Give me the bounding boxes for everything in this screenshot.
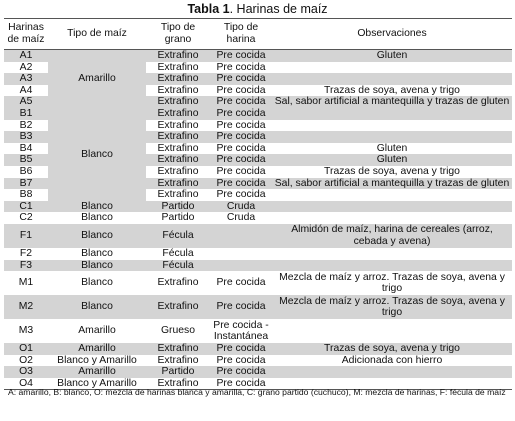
cell-harina-id: B2	[19, 119, 33, 131]
cell-tipo-harina: Pre cocida	[216, 84, 266, 96]
cell-observaciones: Almidón de maíz, harina de cereales (arroz, cebada y avena)	[272, 224, 512, 248]
cell-observaciones	[272, 366, 512, 378]
cell-harina-id: F2	[19, 247, 33, 259]
cell-tipo-grano: Partido	[146, 366, 210, 378]
cell-harina-id: C1	[4, 201, 48, 213]
header-harinas: Harinas de maíz	[4, 19, 48, 50]
cell-tipo-harina: Pre cocida	[216, 189, 266, 201]
cell-tipo-grano: Extrafino	[157, 354, 199, 366]
cell-tipo-grano: Partido	[161, 212, 195, 224]
table-footnote: A: amarillo, B: blanco, O: mezcla de harinas blanca y amarilla, C: grano partido (cuchuco), M: mezcla de harinas, F: fécula de maíz	[8, 387, 506, 397]
cell-harina-id: A2	[19, 61, 33, 73]
cell-tipo-harina: Pre cocida - Instantánea	[213, 319, 269, 343]
cell-tipo-grano: Extrafino	[146, 343, 210, 355]
cell-tipo-harina: Pre cocida	[210, 343, 272, 355]
header-tipo-maiz: Tipo de maíz	[48, 19, 146, 50]
table-row	[4, 271, 512, 295]
table-number: Tabla 1	[187, 2, 230, 16]
cell-harina-id: O2	[19, 354, 33, 366]
cell-harina-id: B6	[19, 165, 33, 177]
cell-observaciones: Sal, sabor artificial a mantequilla y trazas de gluten	[272, 178, 512, 190]
cell-tipo-maiz: Blanco	[48, 201, 146, 213]
cell-harina-id: M1	[18, 277, 34, 289]
cell-observaciones: Adicionada con hierro	[341, 354, 443, 366]
cell-tipo-harina: Pre cocida	[210, 366, 272, 378]
cell-tipo-grano: Grueso	[160, 325, 196, 337]
cell-tipo-maiz: Amarillo	[78, 325, 116, 337]
cell-tipo-grano: Extrafino	[157, 119, 199, 131]
cell-tipo-harina	[210, 260, 272, 272]
cell-tipo-harina: Pre cocida	[216, 61, 266, 73]
cell-tipo-grano: Extrafino	[157, 84, 199, 96]
cell-tipo-maiz: Blanco	[48, 224, 146, 248]
table-body	[4, 50, 512, 390]
cell-tipo-grano: Extrafino	[146, 154, 210, 166]
cell-tipo-harina: Pre cocida	[216, 165, 266, 177]
cell-tipo-grano: Extrafino	[146, 378, 210, 390]
cell-harina-id: B3	[4, 131, 48, 143]
cell-tipo-harina: Pre cocida	[210, 178, 272, 190]
cell-observaciones	[272, 201, 512, 213]
cell-harina-id: M3	[18, 325, 34, 337]
table-title	[0, 2, 515, 16]
corn-flour-table	[4, 18, 512, 390]
header-tipo-grano: Tipo de grano	[146, 19, 210, 50]
table-caption: . Harinas de maíz	[229, 2, 328, 16]
cell-harina-id: O3	[4, 366, 48, 378]
cell-observaciones	[272, 131, 512, 143]
cell-tipo-harina: Pre cocida	[210, 378, 272, 390]
cell-tipo-grano: Extrafino	[146, 178, 210, 190]
cell-observaciones: Mezcla de maíz y arroz. Trazas de soya, avena y trigo	[272, 295, 512, 319]
cell-tipo-grano: Extrafino	[157, 277, 199, 289]
cell-tipo-harina: Pre cocida	[210, 96, 272, 108]
table-row	[4, 343, 512, 355]
cell-tipo-harina: Pre cocida	[216, 354, 266, 366]
cell-harina-id: B1	[4, 108, 48, 120]
cell-harina-id: B8	[19, 189, 33, 201]
table-row	[4, 355, 512, 367]
cell-tipo-harina: Pre cocida	[216, 119, 266, 131]
cell-tipo-maiz: Blanco y Amarillo	[48, 378, 146, 390]
cell-tipo-grano: Fécula	[146, 224, 210, 248]
cell-observaciones: Sal, sabor artificial a mantequilla y trazas de gluten	[272, 96, 512, 108]
cell-observaciones	[272, 73, 512, 85]
cell-observaciones: Mezcla de maíz y arroz. Trazas de soya, avena y trigo	[279, 271, 505, 295]
cell-tipo-grano: Extrafino	[146, 50, 210, 62]
cell-tipo-grano: Extrafino	[146, 108, 210, 120]
cell-tipo-harina: Pre cocida	[210, 154, 272, 166]
table-row	[4, 295, 512, 319]
cell-tipo-harina	[210, 224, 272, 248]
cell-observaciones: Trazas de soya, avena y trigo	[272, 343, 512, 355]
cell-observaciones	[272, 62, 512, 74]
cell-tipo-harina: Pre cocida	[210, 73, 272, 85]
cell-tipo-harina: Pre cocida	[210, 50, 272, 62]
table-row	[4, 212, 512, 224]
cell-tipo-grano: Partido	[146, 201, 210, 213]
cell-harina-id: B4	[19, 142, 33, 154]
cell-tipo-maiz: Blanco	[81, 277, 113, 289]
cell-tipo-grano: Extrafino	[157, 61, 199, 73]
cell-observaciones	[272, 260, 512, 272]
cell-tipo-maiz: Amarillo	[48, 343, 146, 355]
cell-harina-id: B5	[4, 154, 48, 166]
cell-observaciones: Gluten	[376, 142, 408, 154]
header-tipo-harina: Tipo de harina	[210, 19, 272, 50]
cell-tipo-harina: Pre cocida	[210, 295, 272, 319]
cell-tipo-grano: Extrafino	[157, 142, 199, 154]
cell-tipo-grano: Extrafino	[157, 189, 199, 201]
cell-tipo-harina: Pre cocida	[216, 142, 266, 154]
cell-tipo-harina: Cruda	[210, 201, 272, 213]
cell-tipo-maiz: Amarillo	[48, 366, 146, 378]
cell-observaciones: Gluten	[272, 50, 512, 62]
cell-tipo-grano: Extrafino	[146, 73, 210, 85]
cell-tipo-grano: Fécula	[146, 260, 210, 272]
cell-harina-id: A5	[4, 96, 48, 108]
cell-harina-id: F1	[4, 224, 48, 248]
table-row	[4, 260, 512, 272]
cell-tipo-grano: Extrafino	[146, 295, 210, 319]
cell-harina-id: O4	[4, 378, 48, 390]
cell-tipo-harina: Pre cocida	[216, 277, 266, 289]
table-row	[4, 108, 512, 120]
cell-tipo-maiz: Blanco	[48, 260, 146, 272]
cell-tipo-maiz: Blanco	[48, 295, 146, 319]
cell-observaciones	[272, 120, 512, 132]
cell-observaciones	[272, 189, 512, 201]
cell-harina-id: M2	[4, 295, 48, 319]
table-row	[4, 248, 512, 260]
cell-observaciones	[272, 319, 512, 343]
table-row	[4, 366, 512, 378]
table-row	[4, 50, 512, 62]
cell-tipo-maiz: Blanco	[48, 108, 146, 201]
cell-tipo-maiz: Blanco	[81, 247, 113, 259]
table-row	[4, 201, 512, 213]
table-row	[4, 319, 512, 343]
cell-tipo-maiz: Blanco y Amarillo	[57, 354, 137, 366]
cell-observaciones	[272, 108, 512, 120]
cell-observaciones: Trazas de soya, avena y trigo	[324, 84, 460, 96]
cell-tipo-grano: Extrafino	[146, 131, 210, 143]
cell-observaciones: Trazas de soya, avena y trigo	[324, 165, 460, 177]
cell-tipo-maiz: Amarillo	[48, 50, 146, 108]
cell-harina-id: O1	[4, 343, 48, 355]
cell-tipo-harina: Pre cocida	[210, 108, 272, 120]
cell-tipo-grano: Extrafino	[146, 96, 210, 108]
table-row	[4, 224, 512, 248]
cell-tipo-grano: Fécula	[162, 247, 194, 259]
cell-harina-id: A3	[4, 73, 48, 85]
cell-tipo-harina	[210, 248, 272, 260]
cell-harina-id: F3	[4, 260, 48, 272]
cell-tipo-harina: Pre cocida	[210, 131, 272, 143]
cell-harina-id: A4	[19, 84, 33, 96]
cell-tipo-grano: Extrafino	[157, 165, 199, 177]
cell-harina-id: C2	[19, 212, 33, 224]
cell-tipo-harina: Cruda	[226, 212, 256, 224]
cell-observaciones	[272, 212, 512, 224]
cell-harina-id: B7	[4, 178, 48, 190]
cell-observaciones	[272, 248, 512, 260]
cell-tipo-maiz: Blanco	[81, 212, 113, 224]
header-observaciones: Observaciones	[272, 19, 512, 50]
cell-harina-id: A1	[4, 50, 48, 62]
cell-observaciones: Gluten	[272, 154, 512, 166]
table-header-row	[4, 19, 512, 50]
